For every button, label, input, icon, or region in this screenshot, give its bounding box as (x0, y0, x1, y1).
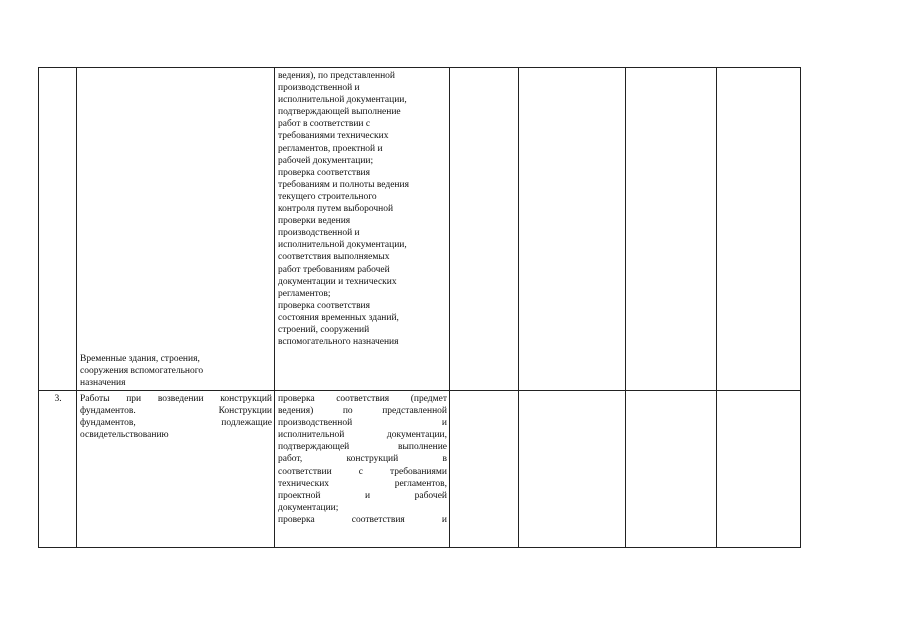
activity-line: документации; (278, 502, 339, 513)
activity-line: текущего строительного (278, 191, 377, 202)
activity-cell (275, 391, 450, 548)
activity-line: исполнительной документации, (278, 430, 447, 441)
activity-line: проверка соответствия (предмет (278, 394, 447, 404)
activity-line: регламентов; (278, 288, 331, 299)
object-cell (77, 391, 275, 548)
activity-cell (275, 68, 450, 391)
row-number: 3. (54, 394, 62, 404)
activity-line: состояния временных зданий, (278, 312, 399, 323)
object-line: фундаментов. Конструкции (80, 406, 272, 417)
activity-line: проверка соответствия и (278, 514, 447, 525)
empty-cell (450, 391, 519, 548)
activity-line: соответствии с требованиями (278, 466, 447, 477)
activity-line: строений, сооружений (278, 324, 370, 335)
activity-line: ведения), по представленной (278, 71, 396, 81)
activity-line: производственной и (278, 418, 447, 429)
activity-line: контроля путем выборочной (278, 204, 394, 215)
inspection-table (38, 67, 801, 548)
activity-line: проверка соответствия (278, 167, 371, 178)
activity-line: вспомогательного назначения (278, 337, 399, 348)
activity-line: производственной и (278, 83, 360, 94)
activity-line: проверка соответствия (278, 300, 371, 311)
activity-line: подтверждающей выполнение (278, 107, 401, 118)
activity-line: работ, конструкций в (278, 454, 447, 465)
table-row (39, 68, 801, 391)
activity-line: технических регламентов, (278, 478, 447, 489)
row-number-cell (39, 391, 77, 548)
empty-cell (626, 68, 717, 391)
activity-line: регламентов, проектной и (278, 143, 383, 154)
activity-line: работ требованиям рабочей (278, 264, 390, 275)
empty-cell (450, 68, 519, 391)
object-line: Временные здания, строения, (80, 353, 200, 364)
activity-line: ведения) по представленной (278, 406, 447, 417)
row-number-cell (39, 68, 77, 391)
table-row (39, 391, 801, 548)
object-line: фундаментов, подлежащие (80, 418, 272, 429)
object-line: Работы при возведении конструкций (80, 394, 272, 404)
empty-cell (519, 391, 626, 548)
object-line: освидетельствованию (80, 430, 169, 441)
activity-line: проектной и рабочей (278, 490, 447, 501)
empty-cell (717, 68, 801, 391)
object-cell (77, 68, 275, 391)
activity-line: производственной и (278, 228, 360, 239)
activity-line: требованиями технических (278, 131, 389, 142)
activity-line: требованиям и полноты ведения (278, 179, 409, 190)
empty-cell (717, 391, 801, 548)
activity-line: исполнительной документации, (278, 95, 407, 106)
activity-line: рабочей документации; (278, 155, 374, 166)
activity-line: проверки ведения (278, 216, 351, 227)
empty-cell (519, 68, 626, 391)
activity-line: документации и технических (278, 276, 397, 287)
object-text (80, 353, 272, 389)
object-line: назначения (80, 377, 126, 388)
activity-line: исполнительной документации, (278, 240, 407, 251)
empty-cell (626, 391, 717, 548)
object-line: сооружения вспомогательного (80, 365, 204, 376)
activity-line: работ в соответствии с (278, 119, 371, 130)
activity-line: соответствия выполняемых (278, 252, 390, 263)
activity-line: подтверждающей выполнение (278, 442, 447, 453)
